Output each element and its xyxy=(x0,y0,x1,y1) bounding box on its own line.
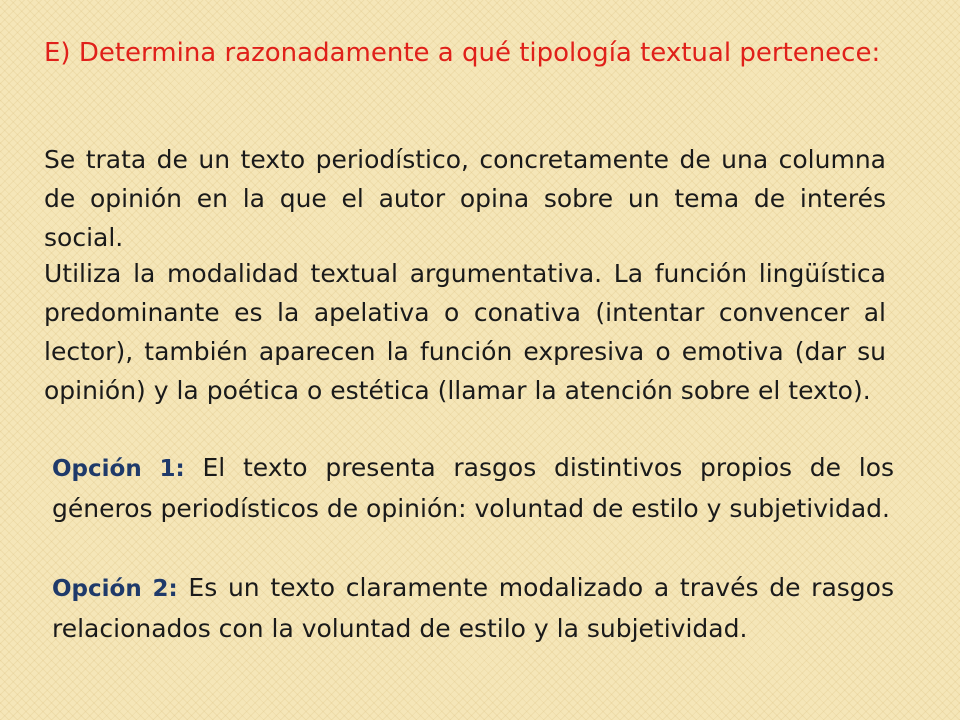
option-2-label: Opción 2: xyxy=(52,576,178,602)
slide-title: E) Determina razonadamente a qué tipología textual pertenece: xyxy=(44,38,881,68)
paragraph-text-type: Se trata de un texto periodístico, concretamente de una columna de opinión en la que el autor opina sobre un tema de interés social. xyxy=(44,145,886,252)
option-1-label: Opción 1: xyxy=(52,456,185,482)
option-1-text: El texto presenta rasgos distintivos propios de los géneros periodísticos de opinión: voluntad de estilo y subjetividad. xyxy=(52,453,895,523)
paragraph-modality: Utiliza la modalidad textual argumentativa. La función lingüística predominante es la apelativa o conativa (intentar convencer al lector), también aparecen la función expresiva o emotiva (dar su opinión) y la poética o estética (llamar la atención sobre el texto). xyxy=(44,259,886,405)
option-1 xyxy=(52,448,894,528)
option-2 xyxy=(52,568,894,648)
option-2-text: Es un texto claramente modalizado a través de rasgos relacionados con la voluntad de estilo y la subjetividad. xyxy=(52,573,894,643)
